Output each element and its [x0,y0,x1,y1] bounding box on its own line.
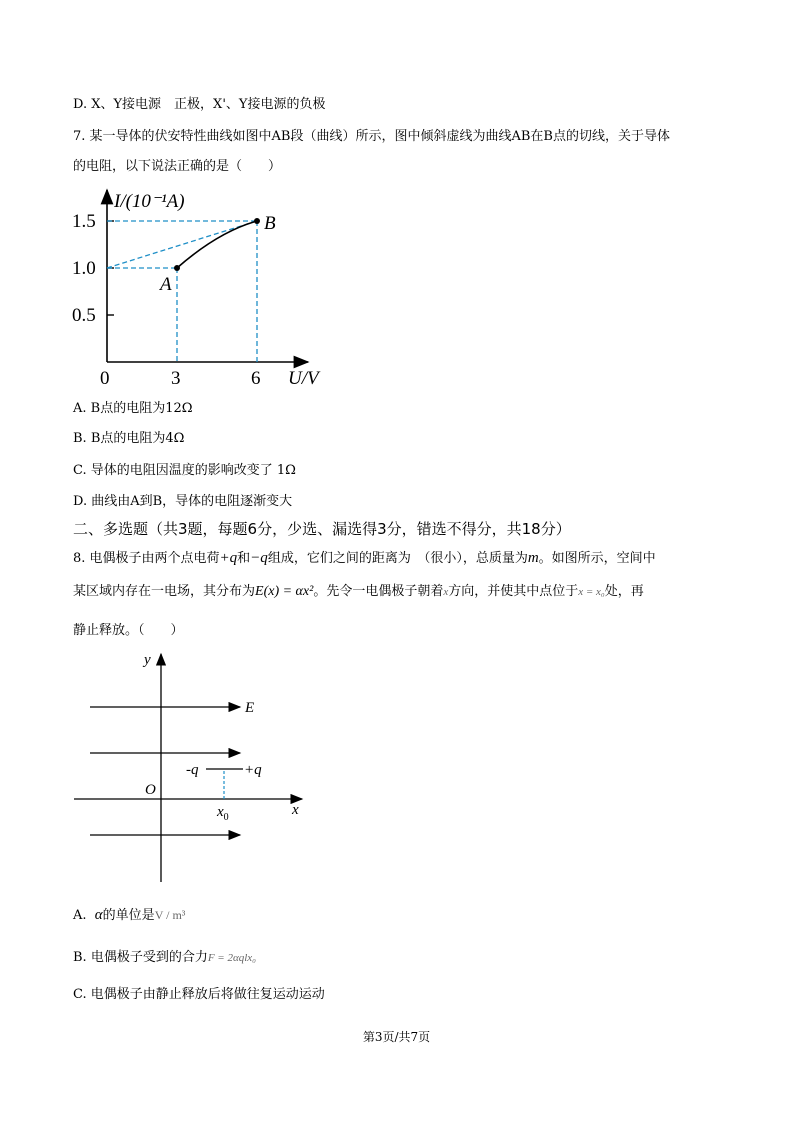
q7-stem-line1: 7. 某一导体的伏安特性曲线如图中AB段（曲线）所示，图中倾斜虚线为曲线AB在B点的切线，关于导体 [73,129,670,144]
x-label: x [292,802,299,818]
dipole-diagram [68,648,318,888]
x0-label: $x_0$ [217,804,229,823]
x-tick-3: 3 [171,368,181,389]
q8-stem-line2: 某区域内存在一电场，其分布为E(x) = αx²。先令一电偶极子朝着x方向，并使其中点位于x = x₀处，再 [73,584,644,599]
point-a-label: A [160,274,172,295]
point-a [174,265,180,271]
curve-ab [177,221,257,268]
iv-chart [68,182,338,392]
y-tick-1.0: 1.0 [72,258,96,279]
q8-option-a: A. α的单位是V / m³ [73,907,186,923]
negative-charge-label: -q [186,762,199,778]
q7-option-a: A. B点的电阻为12Ω [73,401,193,416]
y-label: y [144,652,151,668]
q8-stem-line3: 静止释放。（ ） [73,623,184,638]
point-b [254,218,260,224]
q6-option-d: D. X、Y接电源 正极，X'、Y接电源的负极 [73,97,326,112]
y-tick-1.5: 1.5 [72,211,96,232]
y-axis-label: I/(10⁻¹A) [114,191,185,212]
tangent-line [107,221,257,268]
q8-option-b: B. 电偶极子受到的合力F = 2αqlx₀ [73,950,257,965]
page-footer: 第3页/共7页 [362,1030,431,1044]
x-tick-0: 0 [100,368,110,389]
q7-stem-line2: 的电阻，以下说法正确的是（ ） [73,159,282,174]
q8-option-c: C. 电偶极子由静止释放后将做往复运动运动 [73,987,325,1002]
q8-stem-line1: 8. 电偶极子由两个点电荷+q和−q组成，它们之间的距离为 （很小），总质量为m。如图所示，空间中 [73,550,656,566]
x-tick-6: 6 [251,368,261,389]
origin-label: O [145,782,156,798]
x-axis-label: U/V [288,368,319,389]
e-label: E [245,700,255,716]
q7-option-b: B. B点的电阻为4Ω [73,431,185,446]
y-tick-0.5: 0.5 [72,305,96,326]
section-2-title: 二、多选题（共3题，每题6分，少选、漏选得3分，错选不得分，共18分） [73,520,571,538]
point-b-label: B [264,213,276,234]
q7-option-d: D. 曲线由A到B，导体的电阻逐渐变大 [73,494,293,509]
q7-option-c: C. 导体的电阻因温度的影响改变了 1Ω [73,463,296,478]
positive-charge-label: +q [244,762,262,778]
